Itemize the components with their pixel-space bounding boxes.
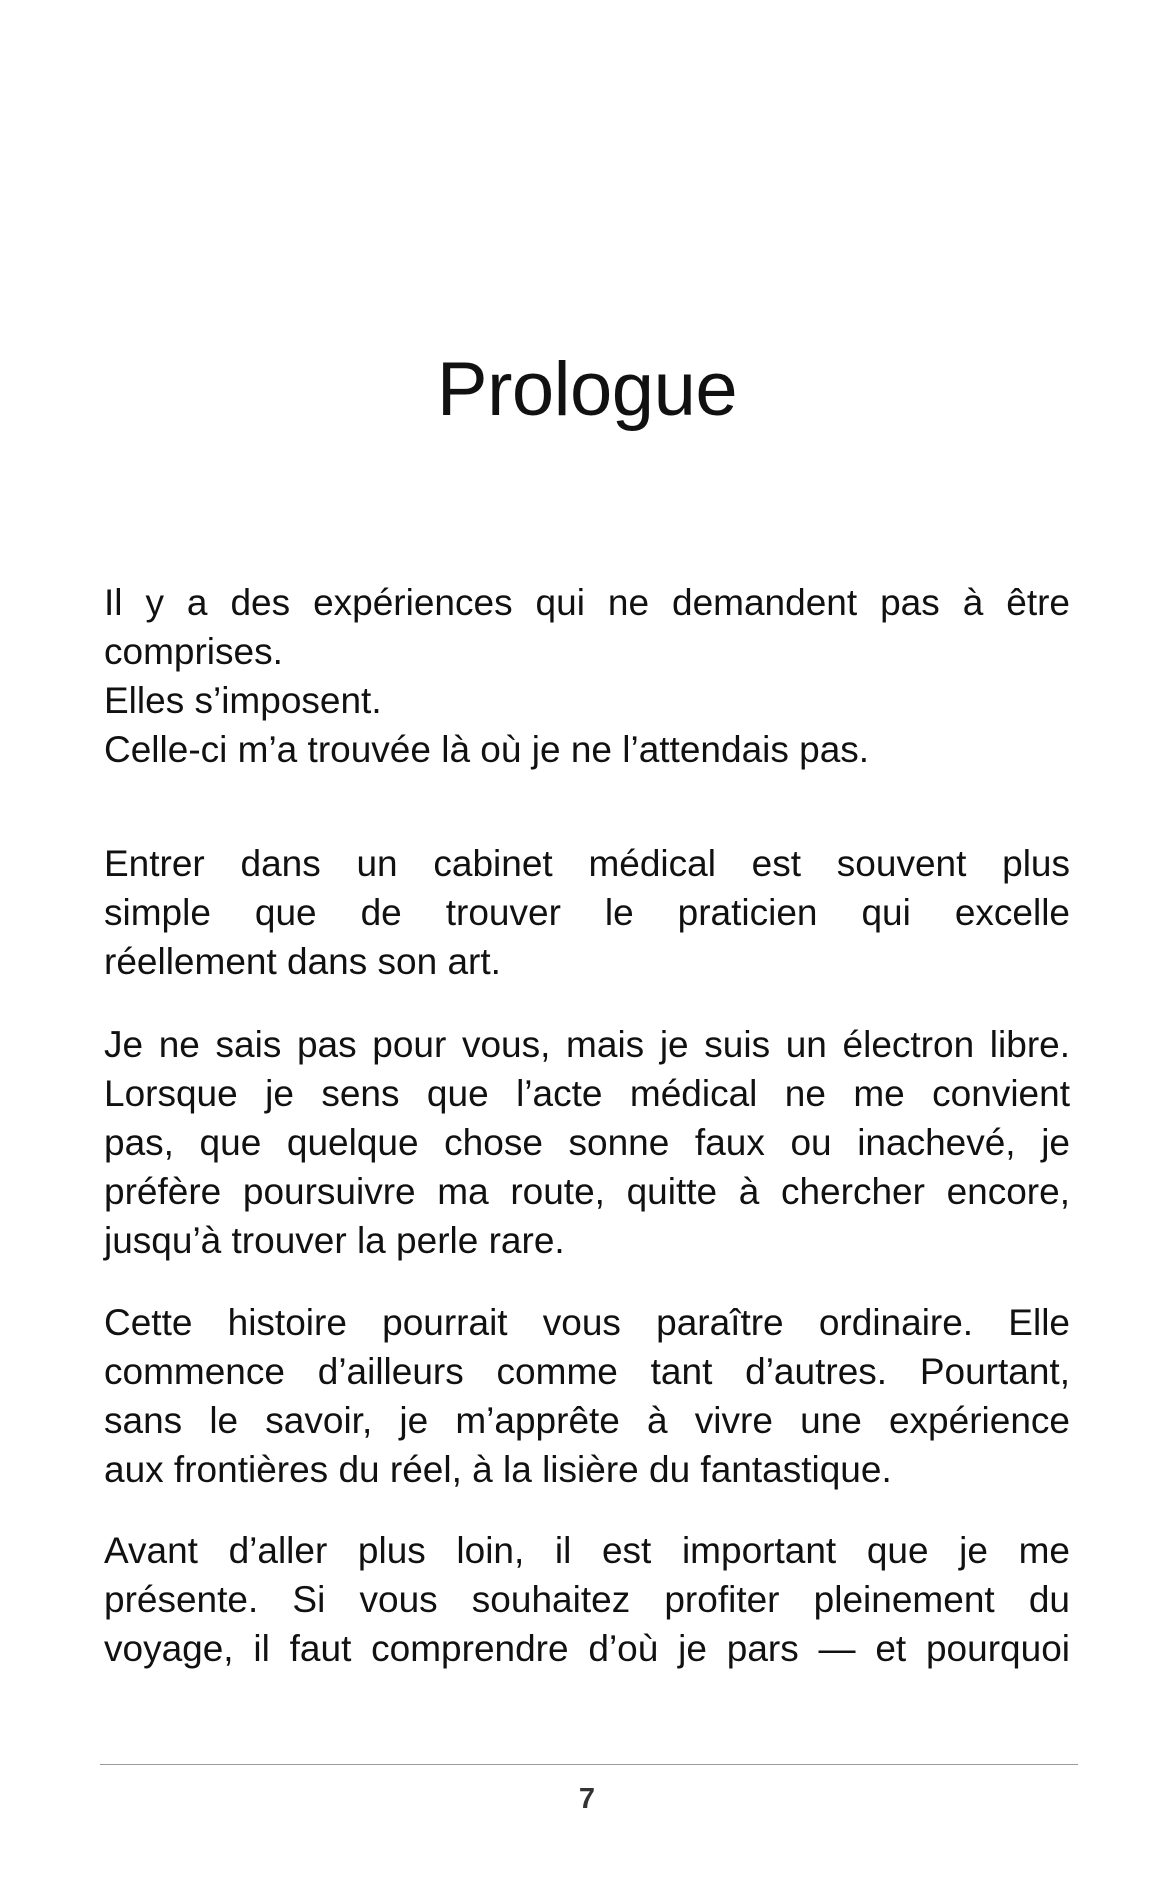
text-line: réellement dans son art. xyxy=(104,941,501,982)
page-title: Prologue xyxy=(436,347,738,432)
text-line: préfère poursuivre ma route, quitte à chercher encore, xyxy=(104,1171,1070,1212)
text-line: Il y a des expériences qui ne demandent pas à être xyxy=(104,582,1070,623)
text-line: commence d’ailleurs comme tant d’autres. Pourtant, xyxy=(104,1351,1070,1392)
text-line: aux frontières du réel, à la lisière du fantastique. xyxy=(104,1449,892,1490)
text-line: Avant d’aller plus loin, il est important que je me xyxy=(104,1530,1070,1571)
paragraph-electron-libre xyxy=(104,1020,1070,1265)
text-line: Entrer dans un cabinet médical est souvent plus xyxy=(104,843,1070,884)
text-line: présente. Si vous souhaitez profiter pleinement du xyxy=(104,1579,1070,1620)
text-line: simple que de trouver le praticien qui excelle xyxy=(104,892,1070,933)
text-line: Cette histoire pourrait vous paraître ordinaire. Elle xyxy=(104,1302,1070,1343)
paragraph-histoire xyxy=(104,1298,1070,1494)
intro-paragraph xyxy=(104,578,1070,774)
text-line: voyage, il faut comprendre d’où je pars — et pourquoi xyxy=(104,1628,1070,1669)
text-line: Lorsque je sens que l’acte médical ne me convient xyxy=(104,1073,1070,1114)
paragraph-presentation xyxy=(104,1526,1070,1673)
text-line: comprises. xyxy=(104,631,283,672)
page-number: 7 xyxy=(578,1783,596,1815)
footer-divider xyxy=(100,1764,1078,1765)
text-line: Celle-ci m’a trouvée là où je ne l’attendais pas. xyxy=(104,729,870,770)
text-line: Elles s’imposent. xyxy=(104,680,382,721)
text-line: Je ne sais pas pour vous, mais je suis un électron libre. xyxy=(104,1024,1070,1065)
text-line: pas, que quelque chose sonne faux ou inachevé, je xyxy=(104,1122,1070,1163)
text-line: sans le savoir, je m’apprête à vivre une expérience xyxy=(104,1400,1070,1441)
text-line: jusqu’à trouver la perle rare. xyxy=(104,1220,565,1261)
paragraph-cabinet xyxy=(104,839,1070,986)
